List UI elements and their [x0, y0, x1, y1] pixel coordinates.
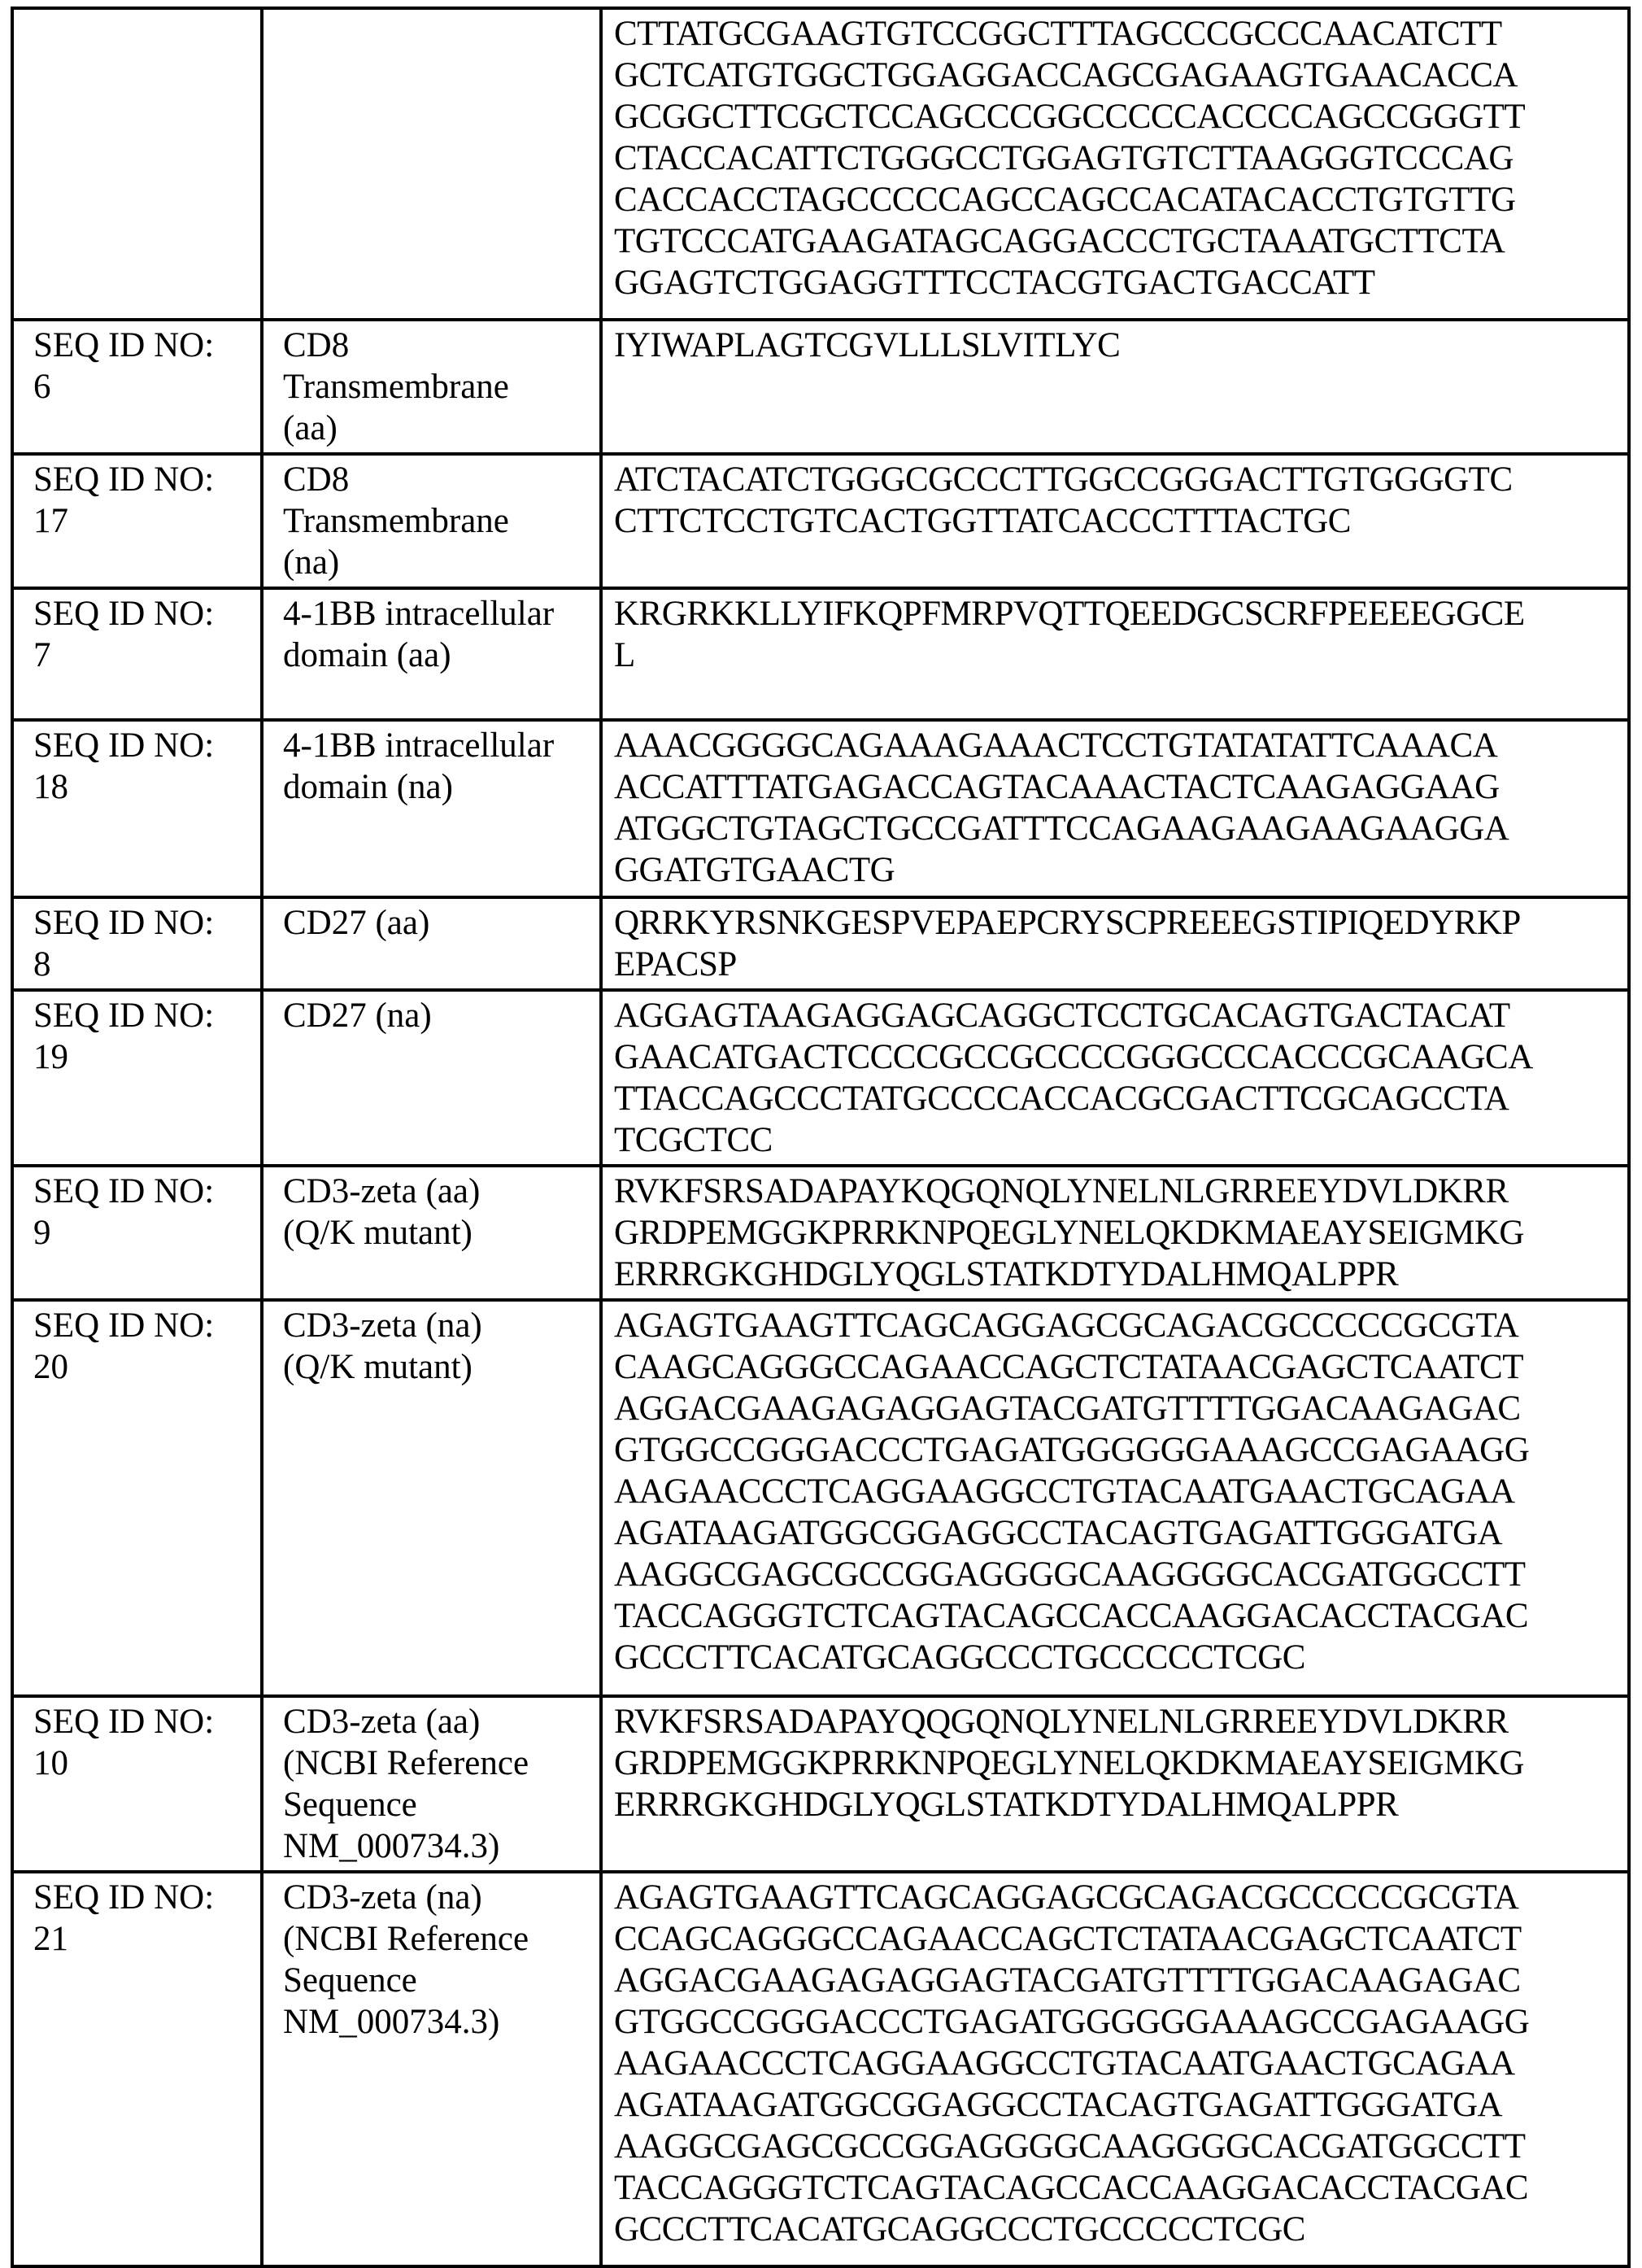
sequence-line: RVKFSRSADAPAYQQGQNQLYNELNLGRREEYDVLDKRR: [614, 1703, 1509, 1741]
description-line: CD27 (na): [283, 997, 432, 1035]
sequence-line: AGGACGAAGAGAGGAGTACGATGTTTTGGACAAGAGAC: [614, 1961, 1521, 2000]
description-cell: [262, 8, 601, 320]
sequence-cell: [601, 454, 1629, 588]
description-line: 4-1BB intracellular: [283, 726, 555, 765]
sequence-line: CTTCTCCTGTCACTGGTTATCACCCTTTACTGC: [614, 502, 1351, 540]
description-line: CD3-zeta (aa): [283, 1703, 481, 1741]
sequence-table-body: [12, 8, 1629, 2266]
sequence-line: CCAGCAGGGCCAGAACCAGCTCTATAACGAGCTCAATCT: [614, 1920, 1522, 1958]
description-line: Sequence: [283, 1961, 417, 2000]
table-row: [12, 1872, 1629, 2266]
seq-id-cell: [12, 1696, 262, 1872]
description-line: (Q/K mutant): [283, 1214, 473, 1252]
sequence-line: GCCCTTCACATGCAGGCCCTGCCCCCTCGC: [614, 2210, 1305, 2248]
sequence-line: AGATAAGATGGCGGAGGCCTACAGTGAGATTGGGATGA: [614, 2086, 1503, 2124]
sequence-line: CACCACCTAGCCCCCAGCCAGCCACATACACCTGTGTTG: [614, 181, 1516, 219]
sequence-line: AAACGGGGCAGAAAGAAACTCCTGTATATATTCAAACA: [614, 726, 1498, 765]
sequence-line: AGAGTGAAGTTCAGCAGGAGCGCAGACGCCCCCGCGTA: [614, 1878, 1519, 1917]
sequence-line: CTACCACATTCTGGGCCTGGAGTGTCTTAAGGGTCCCAG: [614, 139, 1514, 177]
seq-id-cell: [12, 8, 262, 320]
sequence-line: TTACCAGCCCTATGCCCCACCACGCGACTTCGCAGCCTA: [614, 1079, 1509, 1118]
sequence-line: AAGGCGAGCGCCGGAGGGGCAAGGGGCACGATGGCCTT: [614, 1555, 1526, 1594]
description-cell: [262, 320, 601, 454]
sequence-line: KRGRKKLLYIFKQPFMRPVQTTQEEDGCSCRFPEEEEGGCE: [614, 595, 1525, 633]
description-cell: [262, 990, 601, 1166]
sequence-line: GCCCTTCACATGCAGGCCCTGCCCCCTCGC: [614, 1638, 1305, 1677]
table-row: [12, 588, 1629, 720]
sequence-line: TACCAGGGTCTCAGTACAGCCACCAAGGACACCTACGAC: [614, 1597, 1529, 1635]
description-line: CD27 (aa): [283, 904, 430, 942]
description-line: CD8: [283, 460, 350, 499]
description-line: CD3-zeta (na): [283, 1306, 482, 1345]
seq-id-line: SEQ ID NO:: [33, 904, 215, 942]
table-row: [12, 1300, 1629, 1696]
sequence-line: ACCATTTATGAGACCAGTACAAACTACTCAAGAGGAAG: [614, 768, 1500, 806]
table-row: [12, 1696, 1629, 1872]
description-line: NM_000734.3): [283, 1827, 500, 1865]
seq-id-line: SEQ ID NO:: [33, 1703, 215, 1741]
sequence-line: GGAGTCTGGAGGTTTCCTACGTGACTGACCATT: [614, 264, 1375, 302]
table-row: [12, 897, 1629, 990]
seq-id-cell: [12, 897, 262, 990]
sequence-line: ATCTACATCTGGGCGCCCTTGGCCGGGACTTGTGGGGTC: [614, 460, 1513, 499]
seq-id-line: 9: [33, 1214, 51, 1252]
description-cell: [262, 588, 601, 720]
sequence-cell: [601, 588, 1629, 720]
sequence-cell: [601, 897, 1629, 990]
description-line: Sequence: [283, 1786, 417, 1824]
description-line: (NCBI Reference: [283, 1744, 529, 1782]
table-row: [12, 454, 1629, 588]
sequence-cell: [601, 8, 1629, 320]
sequence-line: L: [614, 636, 635, 674]
seq-id-cell: [12, 990, 262, 1166]
sequence-line: GTGGCCGGGACCCTGAGATGGGGGGAAAGCCGAGAAGG: [614, 1431, 1530, 1469]
sequence-line: ERRRGKGHDGLYQGLSTATKDTYDALHMQALPPR: [614, 1786, 1399, 1824]
seq-id-line: SEQ ID NO:: [33, 326, 215, 364]
sequence-line: GCTCATGTGGCTGGAGGACCAGCGAGAAGTGAACACCA: [614, 56, 1518, 94]
seq-id-line: 8: [33, 945, 51, 984]
description-cell: [262, 1696, 601, 1872]
description-line: 4-1BB intracellular: [283, 595, 555, 633]
seq-id-cell: [12, 454, 262, 588]
sequence-line: CTTATGCGAAGTGTCCGGCTTTAGCCCGCCCAACATCTT: [614, 15, 1502, 53]
seq-id-cell: [12, 588, 262, 720]
description-line: Transmembrane: [283, 368, 509, 406]
description-line: Transmembrane: [283, 502, 509, 540]
sequence-line: CAAGCAGGGCCAGAACCAGCTCTATAACGAGCTCAATCT: [614, 1348, 1523, 1386]
seq-id-line: SEQ ID NO:: [33, 595, 215, 633]
description-line: (na): [283, 543, 340, 582]
sequence-line: QRRKYRSNKGESPVEPAEPCRYSCPREEEGSTIPIQEDYRKP: [614, 904, 1521, 942]
sequence-line: AAGGCGAGCGCCGGAGGGGCAAGGGGCACGATGGCCTT: [614, 2127, 1526, 2166]
seq-id-cell: [12, 720, 262, 897]
seq-id-line: SEQ ID NO:: [33, 1878, 215, 1917]
seq-id-line: SEQ ID NO:: [33, 997, 215, 1035]
sequence-line: AGAGTGAAGTTCAGCAGGAGCGCAGACGCCCCCGCGTA: [614, 1306, 1519, 1345]
sequence-line: AAGAACCCTCAGGAAGGCCTGTACAATGAACTGCAGAA: [614, 2044, 1515, 2083]
sequence-line: AGGACGAAGAGAGGAGTACGATGTTTTGGACAAGAGAC: [614, 1389, 1521, 1428]
description-line: (Q/K mutant): [283, 1348, 473, 1386]
sequence-line: GRDPEMGGKPRRKNPQEGLYNELQKDKMAEAYSEIGMKG: [614, 1744, 1524, 1782]
sequence-cell: [601, 1872, 1629, 2266]
sequence-line: TCGCTCC: [614, 1121, 773, 1159]
sequence-line: AAGAACCCTCAGGAAGGCCTGTACAATGAACTGCAGAA: [614, 1472, 1515, 1511]
sequence-line: TGTCCCATGAAGATAGCAGGACCCTGCTAAATGCTTCTA: [614, 222, 1505, 260]
description-line: domain (na): [283, 768, 453, 806]
sequence-line: AGGAGTAAGAGGAGCAGGCTCCTGCACAGTGACTACAT: [614, 997, 1510, 1035]
table-row: [12, 320, 1629, 454]
description-cell: [262, 454, 601, 588]
seq-id-line: SEQ ID NO:: [33, 1306, 215, 1345]
sequence-table: [11, 7, 1631, 2268]
description-cell: [262, 720, 601, 897]
description-line: CD8: [283, 326, 350, 364]
seq-id-line: 17: [33, 502, 68, 540]
seq-id-cell: [12, 1300, 262, 1696]
seq-id-line: SEQ ID NO:: [33, 460, 215, 499]
sequence-line: GCGGCTTCGCTCCAGCCCGGCCCCCACCCCAGCCGGGTT: [614, 98, 1526, 136]
sequence-line: AGATAAGATGGCGGAGGCCTACAGTGAGATTGGGATGA: [614, 1514, 1503, 1552]
description-cell: [262, 897, 601, 990]
sequence-line: ERRRGKGHDGLYQGLSTATKDTYDALHMQALPPR: [614, 1255, 1399, 1293]
seq-id-cell: [12, 1872, 262, 2266]
description-cell: [262, 1300, 601, 1696]
table-row: [12, 1166, 1629, 1300]
seq-id-line: SEQ ID NO:: [33, 1172, 215, 1210]
sequence-line: EPACSP: [614, 945, 737, 984]
seq-id-line: 7: [33, 636, 51, 674]
sequence-cell: [601, 990, 1629, 1166]
seq-id-cell: [12, 1166, 262, 1300]
sequence-cell: [601, 320, 1629, 454]
description-line: CD3-zeta (aa): [283, 1172, 481, 1210]
seq-id-line: 21: [33, 1920, 68, 1958]
seq-id-line: SEQ ID NO:: [33, 726, 215, 765]
sequence-line: TACCAGGGTCTCAGTACAGCCACCAAGGACACCTACGAC: [614, 2169, 1529, 2207]
sequence-cell: [601, 1166, 1629, 1300]
sequence-cell: [601, 720, 1629, 897]
seq-id-line: 20: [33, 1348, 68, 1386]
description-line: CD3-zeta (na): [283, 1878, 482, 1917]
description-line: (NCBI Reference: [283, 1920, 529, 1958]
table-row: [12, 990, 1629, 1166]
seq-id-line: 19: [33, 1038, 68, 1076]
table-row: [12, 720, 1629, 897]
sequence-line: GGATGTGAACTG: [614, 851, 895, 889]
sequence-line: IYIWAPLAGTCGVLLLSLVITLYC: [614, 326, 1121, 364]
sequence-line: GRDPEMGGKPRRKNPQEGLYNELQKDKMAEAYSEIGMKG: [614, 1214, 1524, 1252]
sequence-cell: [601, 1696, 1629, 1872]
description-line: (aa): [283, 409, 338, 447]
description-line: domain (aa): [283, 636, 451, 674]
seq-id-line: 6: [33, 368, 51, 406]
sequence-line: GTGGCCGGGACCCTGAGATGGGGGGAAAGCCGAGAAGG: [614, 2003, 1530, 2041]
seq-id-line: 10: [33, 1744, 68, 1782]
table-row: [12, 8, 1629, 320]
description-line: NM_000734.3): [283, 2003, 500, 2041]
sequence-line: ATGGCTGTAGCTGCCGATTTCCAGAAGAAGAAGAAGGA: [614, 809, 1509, 848]
sequence-line: GAACATGACTCCCCGCCGCCCCGGGCCCACCCGCAAGCA: [614, 1038, 1533, 1076]
sequence-line: RVKFSRSADAPAYKQGQNQLYNELNLGRREEYDVLDKRR: [614, 1172, 1509, 1210]
seq-id-line: 18: [33, 768, 68, 806]
seq-id-cell: [12, 320, 262, 454]
sequence-cell: [601, 1300, 1629, 1696]
description-cell: [262, 1166, 601, 1300]
description-cell: [262, 1872, 601, 2266]
